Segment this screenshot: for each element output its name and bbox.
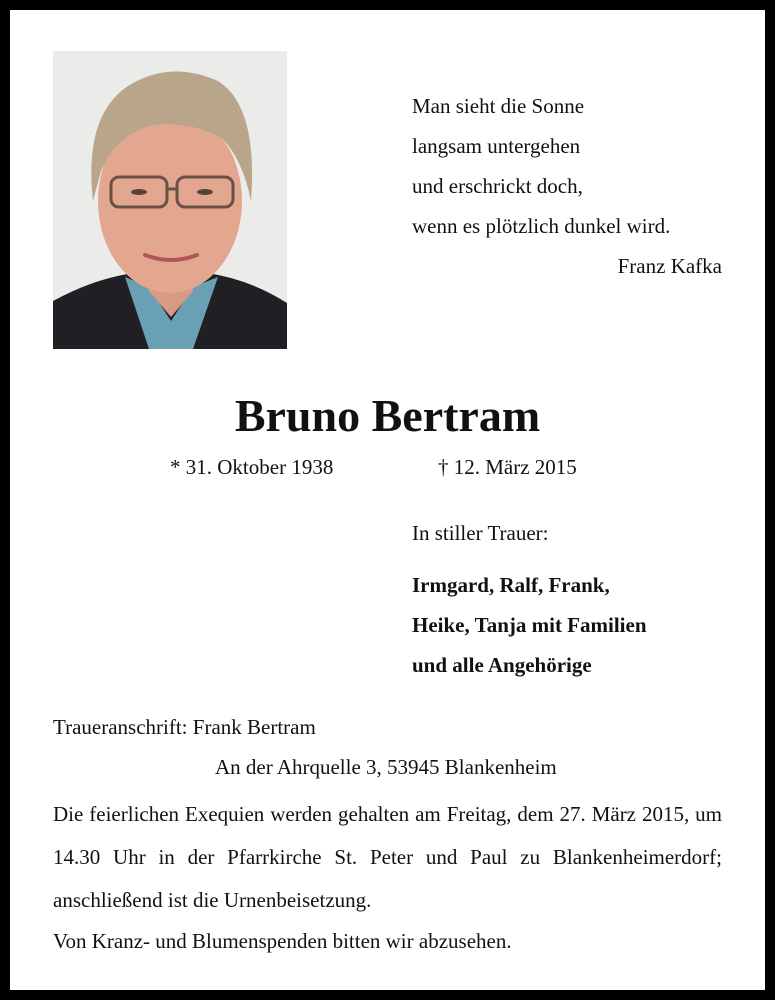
mourning-intro: In stiller Trauer: [412,521,549,545]
funeral-service-text: Die feierlichen Exequien werden gehalten am Freitag, dem 27. März 2015, um 14.30 Uhr in der Pfarrkirche St. Peter und Paul zu Blankenheimerdorf; anschließend ist die Urnenbeisetzung. [53,802,722,912]
death-date: † 12. März 2015 [438,455,577,479]
obituary-card [10,10,765,990]
quote-line: Man sieht die Sonne [412,94,585,118]
kafka-quote [412,86,722,286]
flowers-notice: Von Kranz- und Blumenspenden bitten wir abzusehen. [53,929,512,953]
family-list [412,565,647,685]
address-line: Traueranschrift: Frank Bertram [53,715,316,739]
quote-line: langsam untergehen [412,134,581,158]
deceased-name: Bruno Bertram [234,390,541,441]
quote-line: wenn es plötzlich dunkel wird. [412,214,671,238]
family-line: Irmgard, Ralf, Frank, [412,573,610,597]
address-street: An der Ahrquelle 3, 53945 Blankenheim [215,755,557,779]
birth-date: * 31. Oktober 1938 [170,455,334,479]
mourning-address [53,707,557,787]
portrait-illustration [53,51,287,349]
family-line: Heike, Tanja mit Familien [412,613,647,637]
quote-author: Franz Kafka [617,254,722,278]
family-line: und alle Angehörige [412,653,592,677]
portrait-photo [53,51,287,349]
quote-line: und erschrickt doch, [412,174,583,198]
